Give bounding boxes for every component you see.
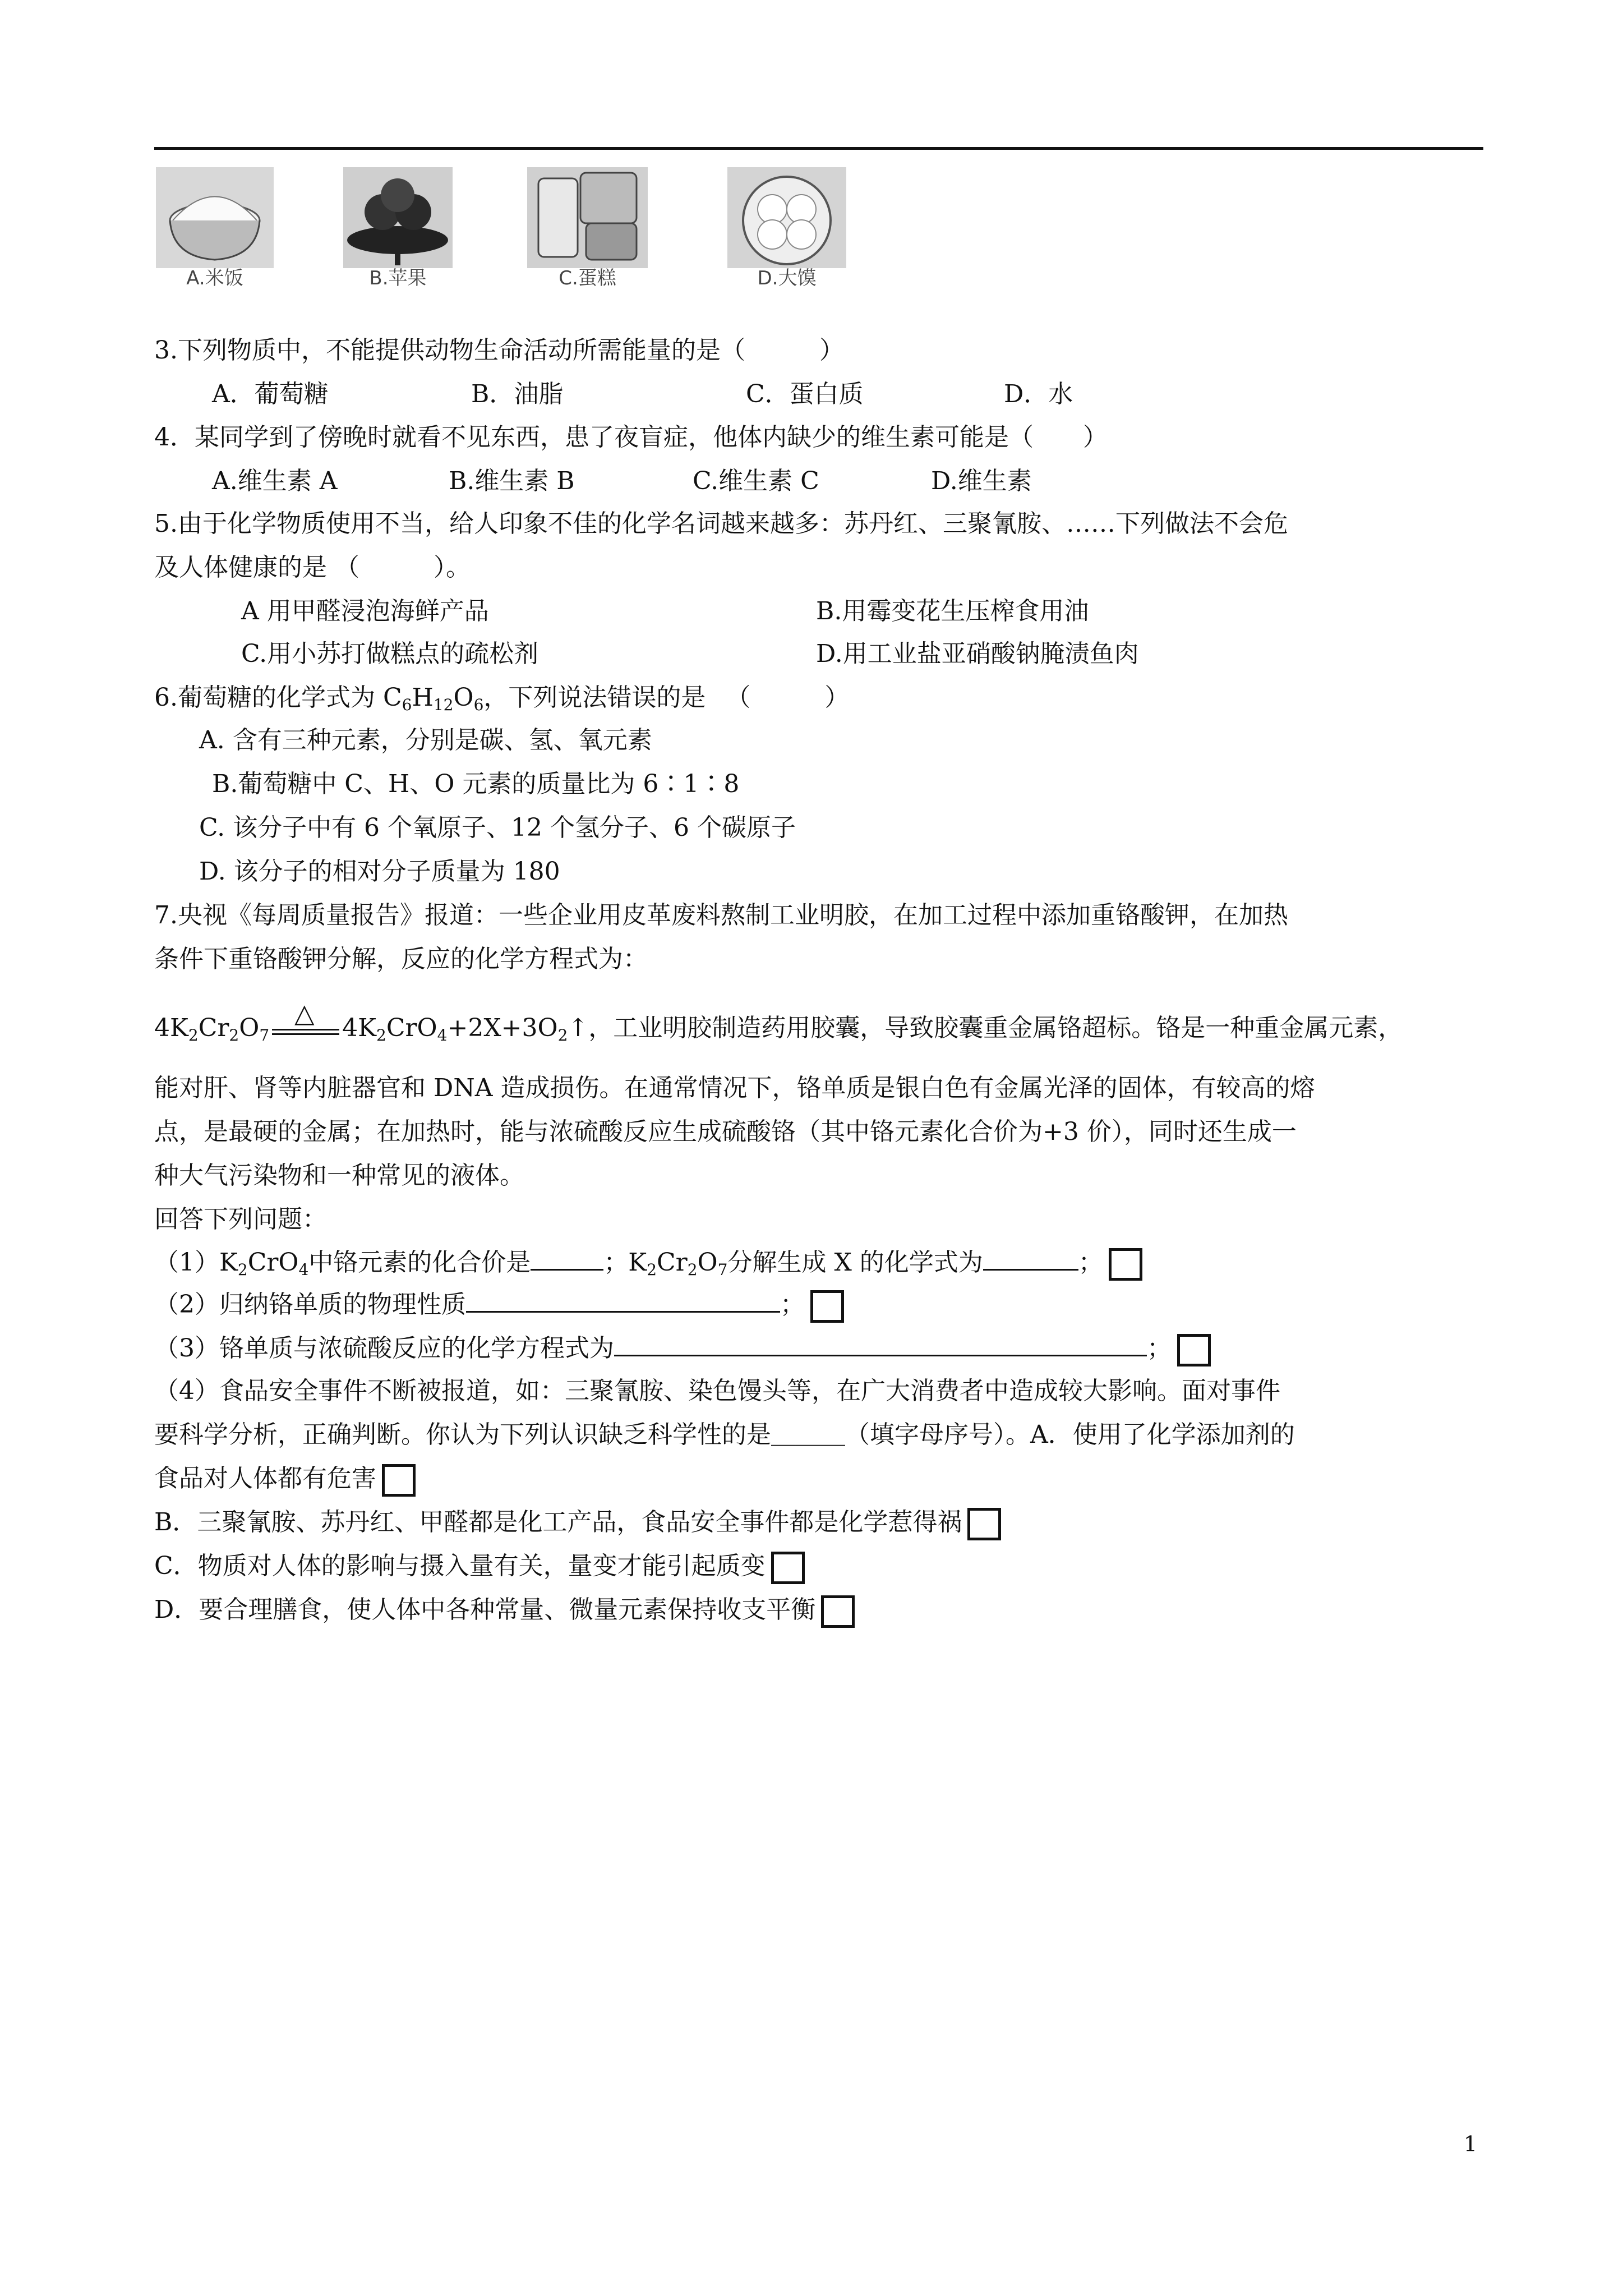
answer-checkbox-3[interactable] <box>1177 1334 1211 1366</box>
q7-option-b <box>154 1507 1001 1540</box>
q7-option-d <box>154 1594 855 1628</box>
q7-sub3: （3）铬单质与浓硫酸反应的化学方程式为 ； <box>154 1332 1211 1366</box>
q7-sub1: $(1)K_2CrO_4$中铬元素的化合价是 ；$K_2Cr_2O_7$分解生成 X 的化学式为 ； <box>154 1246 1142 1281</box>
caption-a: A.米饭 <box>186 267 243 289</box>
q7-line5: 点，是最硬的金属；在加热时，能与浓硫酸反应生成硫酸铬（其中铬元素化合价为+3 价），同时还生成一 <box>154 1117 1297 1146</box>
q3-stem: 3.下列物质中，不能提供动物生命活动所需能量的是（ ） <box>154 336 844 365</box>
q7-sub4-line3 <box>154 1463 416 1497</box>
q7-sub3-text: （3）铬单质与浓硫酸反应的化学方程式为 <box>154 1334 614 1363</box>
answer-checkbox-4a[interactable] <box>382 1464 416 1497</box>
apples-icon <box>343 167 453 268</box>
q7-sub2: （2）归纳铬单质的物理性质 ； <box>154 1289 844 1323</box>
caption-c: C.蛋糕 <box>559 267 616 289</box>
q4-option-a: A.维生素 A <box>212 467 338 495</box>
q3-option-b: B．油脂 <box>471 380 564 408</box>
q6-option-d: D. 该分子的相对分子质量为 180 <box>199 857 560 886</box>
figure-apple <box>343 167 453 288</box>
q6-option-b: B.葡萄糖中 C、H、O 元素的质量比为 6∶1∶8 <box>212 770 740 798</box>
q7-option-c <box>154 1550 805 1584</box>
q7-sub4-line1: （4）食品安全事件不断被报道，如：三聚氰胺、染色馒头等，在广大消费者中造成较大影响。面对事件 <box>154 1377 1280 1405</box>
q7-sub1-part-a: （1）K <box>154 1248 238 1277</box>
q7-equation-line: $4K_2Cr_2O_7$ △ $4K_2CrO_4+2X+3O_2↑$，工业明胶制造药用胶囊，导致胶囊重金属铬超标。铬是一种重金属元素， <box>154 997 1403 1045</box>
q4-option-d: D.维生素 <box>931 467 1032 495</box>
answer-checkbox-4d[interactable] <box>821 1595 855 1628</box>
page-number: 1 <box>1463 2132 1477 2156</box>
q7-sub1-part-c: ；K <box>603 1248 647 1277</box>
blank-physical-properties[interactable] <box>466 1289 780 1313</box>
q7-sub2-text: （2）归纳铬单质的物理性质 <box>154 1290 466 1319</box>
q7-sub4-line2: 要科学分析，正确判断。你认为下列认识缺乏科学性的是＿＿＿（填字母序号）。A．使用了化学添加剂的 <box>154 1420 1295 1449</box>
blank-x-formula[interactable] <box>983 1246 1078 1271</box>
q3-option-d: D．水 <box>1004 380 1073 408</box>
q7-line4: 能对肝、肾等内脏器官和 DNA 造成损伤。在通常情况下，铬单质是银白色有金属光泽的固体，有较高的熔 <box>154 1074 1315 1102</box>
figure-rice <box>156 167 274 288</box>
q4-option-b: B.维生素 B <box>449 467 575 495</box>
q7-line1: 7.央视《每周质量报告》报道：一些企业用皮革废料熬制工业明胶，在加工过程中添加重铬酸钾，在加热 <box>154 901 1288 930</box>
q5-option-b: B.用霉变花生压榨食用油 <box>816 597 1089 625</box>
answer-checkbox-4c[interactable] <box>771 1552 805 1584</box>
steamed-buns-icon <box>727 167 846 268</box>
q6-subscript-c: 6 <box>402 696 412 714</box>
rice-bowl-icon <box>156 167 274 268</box>
q5-option-a: A 用甲醛浸泡海鲜产品 <box>241 597 489 625</box>
q4-option-c: C.维生素 C <box>693 467 819 495</box>
heat-condition-symbol: △ <box>294 997 315 1028</box>
q7-sub4-line3-text: 食品对人体都有危害 <box>154 1464 376 1493</box>
blank-equation[interactable] <box>614 1332 1147 1356</box>
q3-option-a: A．葡萄糖 <box>212 380 329 408</box>
q6-option-a: A. 含有三种元素，分别是碳、氢、氧元素 <box>199 726 652 754</box>
q5-option-d: D.用工业盐亚硝酸钠腌渍鱼肉 <box>816 639 1139 668</box>
q7-line6: 种大气污染物和一种常见的液体。 <box>154 1161 524 1190</box>
q6-subscript-h: 12 <box>433 696 454 714</box>
q6-stem-prefix: 6.葡萄糖的化学式为 C <box>154 683 402 712</box>
q6-subscript-o: 6 <box>473 696 484 714</box>
q7-option-c-text: C．物质对人体的影响与摄入量有关，量变才能引起质变 <box>154 1552 766 1580</box>
q7-option-b-text: B．三聚氰胺、苏丹红、甲醛都是化工产品，食品安全事件都是化学惹得祸 <box>154 1508 962 1536</box>
q4-stem: 4．某同学到了傍晚时就看不见东西，患了夜盲症，他体内缺少的维生素可能是（ ） <box>154 423 1108 452</box>
q6-option-c: C. 该分子中有 6 个氧原子、12 个氢分子、6 个碳原子 <box>199 813 796 842</box>
caption-d: D.大馍 <box>757 267 817 289</box>
q7-option-d-text: D．要合理膳食，使人体中各种常量、微量元素保持收支平衡 <box>154 1595 816 1624</box>
q6-stem: 6.葡萄糖的化学式为 $C_6H_{12}O_6$，下列说法错误的是 （ ） <box>154 683 850 714</box>
q6-stem-suffix: ，下列说法错误的是 （ ） <box>483 683 850 712</box>
q7-answer-intro: 回答下列问题： <box>154 1205 327 1234</box>
answer-checkbox-4b[interactable] <box>967 1508 1001 1540</box>
q5-stem-line2: 及人体健康的是 （ ）。 <box>154 553 471 582</box>
q7-sub1-part-b: 中铬元素的化合价是 <box>308 1248 531 1277</box>
answer-checkbox-1[interactable] <box>1109 1248 1142 1281</box>
q5-stem-line1: 5.由于化学物质使用不当，给人印象不佳的化学名词越来越多：苏丹红、三聚氰胺、……下列做法不会危 <box>154 509 1288 538</box>
caption-b: B.苹果 <box>369 267 427 289</box>
q5-option-c: C.用小苏打做糕点的疏松剂 <box>241 639 539 668</box>
q3-option-c: C．蛋白质 <box>746 380 864 408</box>
q7-line2: 条件下重铬酸钾分解，反应的化学方程式为： <box>154 945 648 973</box>
q7-sub1-part-d: 分解生成 X 的化学式为 <box>727 1248 983 1277</box>
answer-checkbox-2[interactable] <box>810 1290 844 1323</box>
figure-buns <box>727 167 846 288</box>
header-rule <box>154 147 1483 150</box>
blank-valence[interactable] <box>531 1246 603 1271</box>
figure-cake <box>527 167 648 288</box>
q7-equation-tail: ，工业明胶制造药用胶囊，导致胶囊重金属铬超标。铬是一种重金属元素， <box>588 1014 1403 1042</box>
heat-condition-arrow <box>269 997 342 1046</box>
cake-icon <box>527 167 648 268</box>
